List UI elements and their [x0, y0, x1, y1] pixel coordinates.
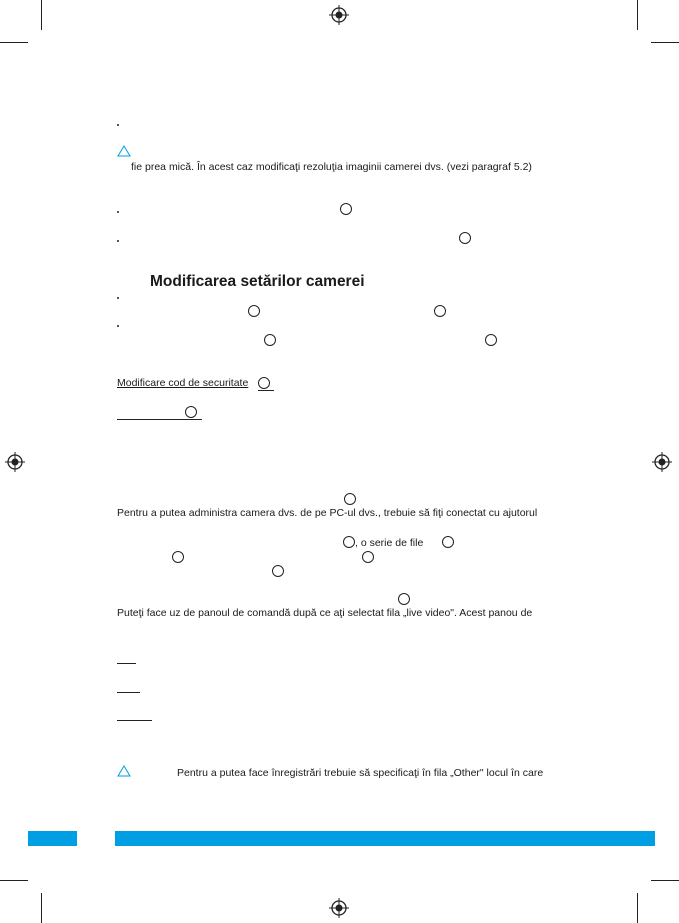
callout-circle-icon [434, 305, 446, 317]
warning-triangle-icon [117, 765, 131, 777]
bullet [117, 297, 119, 299]
crop-mark [0, 880, 28, 881]
bullet [117, 240, 119, 242]
crop-mark [637, 0, 638, 30]
footer-bar [115, 831, 655, 846]
underline-blank [117, 663, 136, 664]
callout-circle-icon [248, 305, 260, 317]
underline-blank [258, 390, 274, 391]
warning-text: Pentru a putea face înregistrări trebuie să specificaţi în fila „Other" locul în care [177, 767, 544, 779]
callout-circle-icon [485, 334, 497, 346]
bullet [117, 211, 119, 213]
registration-mark-icon [329, 898, 349, 918]
registration-mark-icon [652, 452, 672, 472]
callout-circle-icon [340, 203, 352, 215]
callout-circle-icon [172, 551, 184, 563]
bullet [117, 124, 119, 126]
footer-page-tab [28, 831, 77, 846]
panel-text: Puteţi face uz de panoul de comandă după ce aţi selectat fila „live video". Acest panou de [117, 607, 533, 619]
crop-mark [651, 42, 679, 43]
callout-circle-icon [362, 551, 374, 563]
crop-mark [41, 0, 42, 30]
registration-mark-icon [5, 452, 25, 472]
callout-circle-icon [185, 406, 197, 418]
callout-circle-icon [442, 536, 454, 548]
underline-blank [117, 720, 152, 721]
warning-triangle-icon [117, 145, 131, 157]
underline-blank [117, 692, 140, 693]
crop-mark [637, 893, 638, 923]
callout-circle-icon [272, 565, 284, 577]
callout-circle-icon [398, 593, 410, 605]
crop-mark [651, 880, 679, 881]
callout-circle-icon [459, 232, 471, 244]
section-heading: Modificarea setărilor camerei [150, 273, 365, 290]
callout-circle-icon [258, 377, 270, 389]
bullet [117, 325, 119, 327]
tabs-text: , o serie de file [355, 537, 424, 549]
admin-text: Pentru a putea administra camera dvs. de pe PC-ul dvs., trebuie să fiţi conectat cu ajutorul [117, 507, 538, 519]
crop-mark [0, 42, 28, 43]
warning-text: fie prea mică. În acest caz modificaţi rezoluţia imaginii camerei dvs. (vezi paragraf 5.2) [131, 161, 532, 173]
callout-circle-icon [264, 334, 276, 346]
callout-circle-icon [344, 493, 356, 505]
crop-mark [41, 893, 42, 923]
registration-mark-icon [329, 5, 349, 25]
underline-blank [117, 419, 202, 420]
security-code-link[interactable]: Modificare cod de securitate [117, 377, 249, 389]
callout-circle-icon [343, 536, 355, 548]
